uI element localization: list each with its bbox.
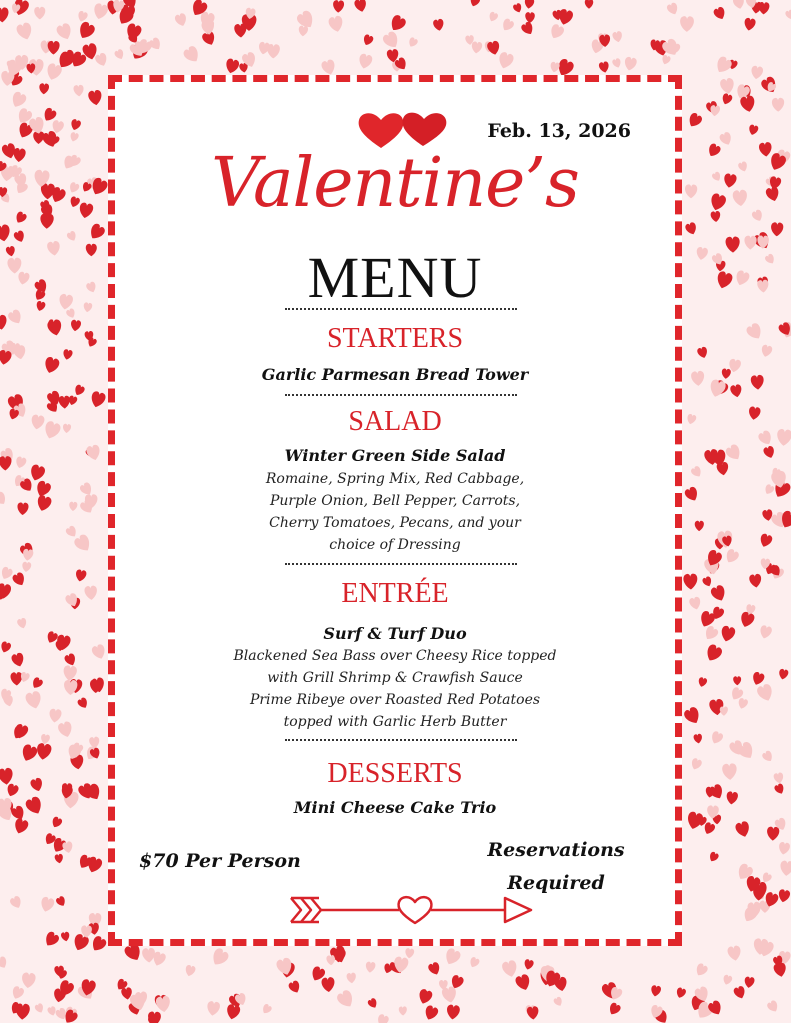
confetti-heart (650, 985, 661, 997)
confetti-heart (326, 955, 335, 966)
confetti-heart (612, 31, 623, 43)
confetti-heart (767, 826, 780, 840)
section-title-entree: ENTRÉE (341, 578, 449, 609)
confetti-heart (773, 783, 785, 796)
confetti-heart (69, 132, 79, 143)
confetti-heart (733, 985, 747, 1000)
confetti-heart (24, 690, 43, 710)
confetti-heart (721, 368, 731, 379)
confetti-heart (744, 236, 757, 250)
confetti-heart (0, 7, 9, 22)
confetti-heart (751, 671, 766, 687)
confetti-heart (320, 59, 337, 77)
confetti-heart (417, 988, 434, 1006)
confetti-heart (585, 0, 593, 9)
confetti-heart (43, 356, 61, 375)
confetti-heart (45, 62, 64, 82)
description-line: Purple Onion, Bell Pepper, Carrots, (269, 493, 521, 509)
confetti-heart (28, 463, 46, 482)
confetti-heart (69, 118, 81, 131)
confetti-heart (73, 384, 86, 397)
confetti-heart (17, 502, 29, 515)
item-garlic-bread: Garlic Parmesan Bread Tower (261, 365, 529, 384)
menu-title: MENU (307, 245, 483, 310)
confetti-heart (703, 643, 723, 664)
confetti-heart (695, 521, 704, 532)
confetti-heart (500, 17, 515, 33)
confetti-heart (748, 406, 761, 421)
confetti-heart (21, 972, 36, 989)
valentines-title: Valentine’s (211, 144, 579, 223)
confetti-heart (716, 462, 729, 477)
confetti-heart (14, 456, 27, 470)
confetti-heart (260, 1003, 272, 1016)
confetti-heart (287, 980, 302, 995)
confetti-heart (763, 483, 775, 496)
event-date: Feb. 13, 2026 (487, 120, 631, 142)
confetti-heart (62, 349, 73, 361)
confetti-heart (47, 1006, 57, 1017)
confetti-heart (0, 566, 14, 581)
confetti-heart (715, 270, 734, 290)
confetti-heart (58, 293, 74, 310)
confetti-heart (12, 817, 29, 835)
confetti-heart (73, 85, 84, 97)
confetti-heart (548, 23, 565, 41)
confetti-heart (468, 956, 480, 969)
confetti-heart (708, 378, 727, 398)
confetti-heart (63, 652, 77, 667)
confetti-heart (19, 743, 38, 763)
confetti-heart (375, 1013, 389, 1023)
confetti-heart (757, 279, 769, 293)
confetti-heart (723, 548, 740, 566)
confetti-heart (0, 314, 8, 330)
confetti-heart (7, 308, 25, 326)
confetti-heart (744, 976, 755, 988)
confetti-heart (750, 65, 763, 80)
confetti-heart (69, 502, 78, 512)
confetti-heart (174, 12, 188, 27)
confetti-heart (446, 1004, 460, 1020)
confetti-heart (55, 22, 74, 42)
confetti-heart (321, 977, 335, 993)
confetti-heart (48, 41, 60, 55)
confetti-heart (61, 931, 71, 942)
confetti-heart (21, 561, 31, 572)
confetti-heart (10, 652, 25, 668)
confetti-heart (780, 860, 791, 876)
confetti-heart (683, 573, 698, 589)
description-line: Prime Ribeye over Roasted Red Potatoes (249, 692, 541, 708)
confetti-heart (709, 584, 727, 603)
confetti-heart (5, 783, 20, 798)
confetti-heart (85, 444, 102, 462)
confetti-heart (54, 853, 63, 863)
confetti-heart (512, 2, 523, 13)
confetti-heart (709, 730, 724, 746)
confetti-heart (362, 34, 375, 47)
section-title-desserts: DESSERTS (327, 758, 463, 789)
confetti-heart (88, 89, 103, 106)
confetti-heart (14, 210, 28, 225)
confetti-heart (33, 169, 50, 187)
confetti-heart (405, 948, 415, 959)
confetti-heart (42, 420, 62, 441)
confetti-heart (15, 21, 34, 41)
confetti-heart (737, 161, 749, 173)
confetti-heart (773, 962, 788, 978)
section-title-salad: SALAD (348, 406, 442, 437)
confetti-heart (62, 424, 71, 434)
confetti-heart (49, 708, 62, 723)
confetti-heart (763, 445, 777, 459)
confetti-heart (724, 443, 743, 463)
heart-arrow-icon (287, 890, 537, 930)
confetti-heart (91, 643, 108, 661)
confetti-heart (22, 548, 34, 561)
confetti-heart (777, 889, 791, 904)
confetti-heart (771, 222, 784, 236)
confetti-heart (68, 181, 81, 194)
confetti-heart (399, 1006, 408, 1016)
confetti-heart (114, 48, 126, 60)
confetti-heart (92, 2, 109, 20)
confetti-heart (497, 51, 515, 70)
confetti-heart (772, 98, 784, 112)
confetti-heart (42, 930, 60, 949)
confetti-heart (737, 697, 749, 710)
confetti-heart (62, 665, 77, 681)
confetti-heart (76, 20, 97, 41)
confetti-heart (0, 641, 12, 654)
confetti-heart (47, 241, 61, 257)
confetti-heart (5, 245, 16, 257)
confetti-heart (666, 2, 680, 17)
confetti-heart (155, 995, 171, 1013)
confetti-heart (35, 300, 46, 312)
section-title-starters: STARTERS (326, 323, 464, 354)
confetti-heart (328, 15, 345, 33)
confetti-heart (693, 733, 703, 744)
salad-description (115, 468, 675, 556)
price-per-person: $70 Per Person (139, 850, 301, 872)
confetti-heart (354, 0, 368, 13)
confetti-heart (55, 895, 67, 908)
divider (285, 739, 517, 741)
confetti-heart (743, 17, 756, 31)
confetti-heart (335, 988, 356, 1010)
confetti-heart (16, 617, 28, 629)
confetti-heart (35, 494, 52, 513)
divider (285, 308, 517, 310)
confetti-heart (501, 959, 519, 978)
confetti-heart (148, 36, 163, 52)
confetti-heart (661, 54, 672, 65)
confetti-heart (24, 795, 45, 817)
confetti-heart (680, 16, 694, 32)
confetti-heart (40, 734, 50, 745)
confetti-heart (9, 895, 24, 910)
confetti-heart (748, 124, 759, 136)
confetti-heart (224, 58, 240, 75)
confetti-heart (758, 142, 772, 158)
confetti-heart (702, 625, 719, 643)
confetti-heart (83, 302, 93, 313)
divider (285, 394, 517, 396)
confetti-heart (683, 486, 700, 504)
item-cheesecake: Mini Cheese Cake Trio (293, 798, 497, 817)
confetti-heart (751, 209, 765, 223)
confetti-heart (89, 935, 108, 954)
confetti-heart (0, 767, 14, 785)
confetti-heart (778, 668, 789, 680)
confetti-heart (750, 375, 764, 391)
confetti-heart (761, 750, 775, 764)
confetti-heart (785, 9, 791, 20)
confetti-heart (758, 625, 772, 640)
item-surf-turf: Surf & Turf Duo (323, 624, 467, 643)
confetti-heart (732, 189, 748, 207)
confetti-heart (598, 61, 610, 74)
confetti-heart (710, 105, 721, 117)
confetti-heart (423, 1004, 440, 1022)
confetti-heart (711, 171, 722, 183)
confetti-heart (333, 0, 345, 13)
confetti-heart (65, 525, 79, 539)
confetti-heart (527, 1006, 540, 1020)
confetti-heart (690, 465, 704, 479)
confetti-heart (142, 948, 156, 963)
confetti-heart (757, 235, 769, 248)
confetti-heart (749, 573, 763, 588)
confetti-heart (0, 955, 9, 970)
confetti-heart (696, 346, 709, 359)
confetti-heart (66, 230, 78, 243)
confetti-heart (612, 58, 623, 69)
confetti-heart (734, 269, 751, 287)
confetti-heart (525, 12, 535, 23)
confetti-heart (427, 961, 442, 977)
item-salad: Winter Green Side Salad (284, 446, 506, 465)
confetti-heart (78, 202, 94, 219)
confetti-heart (442, 947, 462, 967)
confetti-heart (0, 224, 11, 243)
confetti-heart (0, 490, 9, 507)
confetti-heart (685, 811, 704, 831)
confetti-heart (50, 816, 63, 830)
confetti-heart (89, 390, 107, 409)
reservations-line: Reservations (487, 839, 625, 861)
confetti-heart (73, 533, 94, 555)
confetti-heart (11, 571, 27, 588)
confetti-heart (733, 676, 741, 685)
confetti-heart (722, 763, 738, 780)
confetti-heart (766, 999, 780, 1014)
confetti-heart (381, 30, 401, 51)
confetti-heart (684, 221, 698, 236)
confetti-heart (84, 585, 98, 600)
confetti-heart (0, 456, 12, 471)
confetti-heart (357, 53, 373, 70)
confetti-heart (720, 706, 728, 715)
confetti-heart (675, 987, 687, 1000)
confetti-heart (721, 93, 734, 106)
confetti-heart (726, 791, 739, 805)
divider (285, 563, 517, 565)
confetti-heart (524, 0, 535, 9)
confetti-heart (94, 52, 109, 68)
confetti-heart (65, 308, 77, 320)
confetti-heart (76, 10, 88, 23)
confetti-heart (718, 131, 733, 147)
confetti-heart (727, 945, 742, 962)
confetti-heart (723, 173, 737, 189)
confetti-heart (39, 83, 49, 95)
confetti-heart (757, 429, 774, 447)
confetti-heart (69, 196, 81, 209)
description-line: Romaine, Spring Mix, Red Cabbage, (265, 471, 525, 487)
confetti-heart (487, 11, 498, 23)
confetti-heart (7, 257, 21, 273)
confetti-heart (760, 344, 773, 358)
confetti-heart (719, 625, 736, 643)
confetti-heart (86, 244, 97, 257)
confetti-heart (685, 184, 697, 198)
confetti-heart (764, 253, 776, 266)
confetti-heart (745, 322, 765, 342)
confetti-heart (776, 429, 791, 447)
confetti-heart (85, 281, 97, 294)
confetti-heart (688, 596, 702, 611)
confetti-heart (514, 973, 532, 992)
entree-description (115, 645, 675, 733)
confetti-heart (719, 77, 735, 94)
confetti-heart (471, 41, 483, 54)
confetti-heart (34, 1003, 45, 1015)
confetti-heart (738, 611, 755, 629)
confetti-heart (520, 21, 536, 37)
confetti-heart (713, 55, 733, 76)
confetti-heart (34, 7, 45, 20)
confetti-heart (15, 1003, 30, 1020)
confetti-heart (691, 371, 705, 387)
menu-card (108, 75, 682, 946)
description-line: topped with Garlic Herb Butter (283, 714, 507, 730)
confetti-heart (182, 44, 202, 65)
confetti-heart (778, 841, 791, 855)
confetti-heart (694, 962, 709, 978)
confetti-heart (756, 683, 775, 704)
confetti-heart (87, 222, 107, 242)
confetti-heart (10, 672, 22, 686)
confetti-heart (706, 142, 722, 159)
confetti-heart (9, 90, 28, 109)
confetti-heart (433, 18, 445, 31)
description-line: with Grill Shrimp & Crawfish Sauce (267, 670, 523, 686)
confetti-heart (695, 246, 708, 260)
confetti-heart (725, 236, 740, 252)
confetti-heart (523, 959, 534, 971)
confetti-heart (365, 961, 376, 973)
confetti-heart (75, 569, 87, 582)
confetti-heart (30, 414, 45, 430)
confetti-heart (388, 13, 408, 33)
confetti-heart (708, 851, 720, 863)
confetti-heart (697, 677, 707, 688)
confetti-heart (758, 2, 769, 15)
confetti-heart (722, 974, 733, 986)
confetti-heart (690, 757, 703, 771)
confetti-heart (702, 576, 714, 588)
confetti-heart (77, 697, 90, 711)
confetti-heart (407, 36, 419, 48)
confetti-heart (206, 1001, 220, 1017)
confetti-heart (39, 896, 55, 913)
confetti-heart (10, 985, 25, 1001)
confetti-heart (732, 0, 745, 10)
confetti-heart (686, 112, 703, 130)
confetti-heart (708, 192, 727, 212)
confetti-heart (710, 211, 721, 223)
confetti-heart (734, 820, 751, 838)
confetti-heart (712, 6, 727, 21)
confetti-heart (30, 676, 44, 690)
confetti-heart (57, 720, 74, 738)
confetti-heart (346, 972, 356, 983)
confetti-heart (367, 997, 379, 1010)
confetti-heart (17, 271, 30, 286)
confetti-heart (686, 413, 697, 425)
description-line: Blackened Sea Bass over Cheesy Rice topped (233, 648, 557, 664)
description-line: choice of Dressing (329, 537, 461, 553)
confetti-heart (730, 384, 743, 398)
confetti-heart (13, 230, 26, 244)
confetti-heart (29, 777, 44, 793)
reservations-line: Required (507, 872, 605, 894)
confetti-heart (773, 772, 784, 784)
confetti-heart (682, 706, 702, 727)
confetti-heart (469, 0, 481, 8)
confetti-heart (209, 947, 230, 969)
confetti-heart (298, 25, 308, 36)
confetti-heart (553, 996, 564, 1008)
confetti-heart (184, 964, 196, 977)
description-line: Cherry Tomatoes, Pecans, and your (269, 515, 521, 531)
confetti-heart (607, 1002, 622, 1017)
confetti-heart (623, 56, 637, 72)
confetti-heart (70, 319, 81, 332)
confetti-heart (35, 742, 52, 760)
confetti-heart (549, 61, 560, 73)
confetti-heart (758, 533, 773, 549)
confetti-heart (58, 395, 70, 408)
